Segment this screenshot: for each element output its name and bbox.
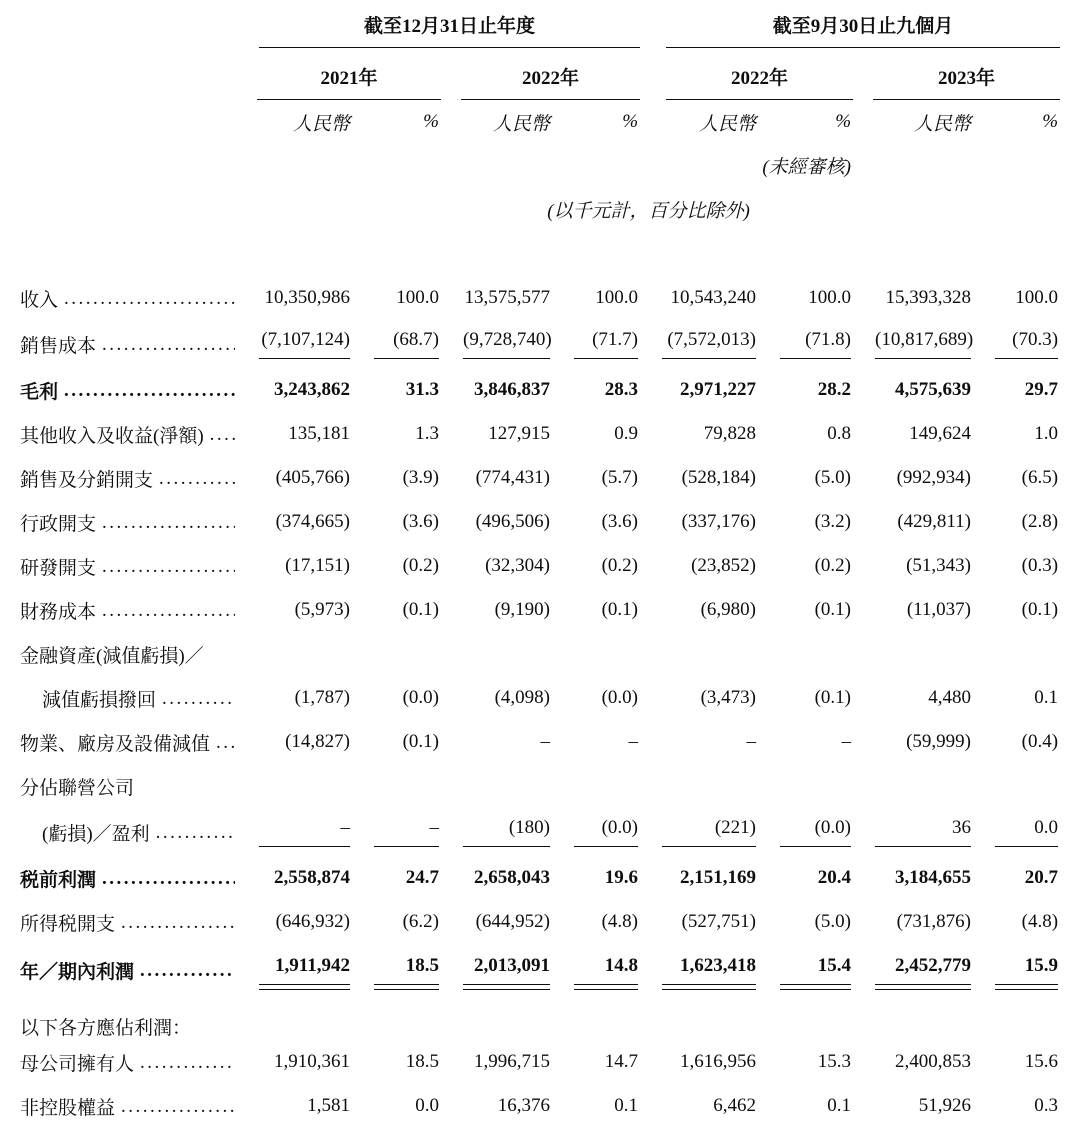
row-label-wrap bbox=[20, 465, 237, 492]
value-cell: (11,037) bbox=[906, 599, 972, 620]
dot-leader bbox=[121, 912, 235, 934]
row-label-cell bbox=[0, 720, 237, 764]
value-cell: – bbox=[628, 731, 639, 752]
value-cell: 2,658,043 bbox=[474, 867, 550, 888]
value-cell bbox=[973, 808, 1060, 856]
value-cell: (774,431) bbox=[475, 467, 550, 488]
value-cell: 0.8 bbox=[827, 423, 852, 444]
value-cell: 0.3 bbox=[1034, 1095, 1059, 1116]
table-row bbox=[0, 368, 1060, 412]
dot-leader bbox=[64, 380, 235, 402]
dot-leader bbox=[102, 556, 235, 578]
value-cell: (5.0) bbox=[814, 911, 852, 932]
value-cell: (17,151) bbox=[285, 555, 350, 576]
year-header-cell bbox=[237, 48, 441, 100]
ruled-value: (9,728,740) bbox=[463, 329, 550, 359]
table-row bbox=[0, 808, 1060, 856]
value-cell: (5,973) bbox=[294, 599, 350, 620]
row-label-wrap bbox=[20, 285, 237, 312]
table-row bbox=[0, 544, 1060, 588]
row-label-cell bbox=[0, 808, 237, 856]
row-label-wrap bbox=[20, 685, 237, 712]
value-cell: (0.3) bbox=[1021, 555, 1059, 576]
value-cell bbox=[853, 808, 973, 856]
dot-leader bbox=[156, 822, 235, 844]
period-group-label: 截至9月30日止九個月 bbox=[772, 16, 954, 37]
row-label-wrap bbox=[20, 331, 237, 358]
row-label-cell bbox=[0, 544, 237, 588]
row-label-cell bbox=[0, 764, 237, 808]
value-cell: 15,393,328 bbox=[885, 287, 972, 308]
value-cell: – bbox=[540, 731, 550, 752]
value-cell: (0.4) bbox=[1021, 731, 1059, 752]
row-label-wrap bbox=[20, 641, 237, 668]
value-cell: 100.0 bbox=[595, 287, 639, 308]
row-label-cell bbox=[0, 588, 237, 632]
value-cell bbox=[352, 808, 441, 856]
ruled-value: (0.0) bbox=[574, 817, 638, 847]
year-header-2022fy: 2022年 bbox=[461, 63, 640, 100]
table-row bbox=[0, 500, 1060, 544]
value-cell: 28.2 bbox=[817, 379, 852, 400]
value-cell bbox=[973, 320, 1060, 368]
value-cell bbox=[237, 320, 352, 368]
empty-cell bbox=[237, 144, 640, 186]
period-group-label: 截至12月31日止年度 bbox=[364, 16, 536, 37]
value-cell: (0.2) bbox=[814, 555, 852, 576]
value-cell: (0.1) bbox=[402, 731, 439, 752]
value-cell: (527,751) bbox=[681, 911, 757, 932]
dot-leader bbox=[102, 600, 235, 622]
ruled-value: (0.0) bbox=[780, 817, 851, 847]
currency-percent-header-row bbox=[0, 100, 1060, 144]
row-label: 以下各方應佔利潤： bbox=[20, 1017, 192, 1039]
row-label-cell bbox=[0, 1084, 237, 1128]
value-cell: (0.1) bbox=[1021, 599, 1059, 620]
value-cell: 0.1 bbox=[1034, 687, 1059, 708]
table-row bbox=[0, 676, 1060, 720]
dot-leader bbox=[216, 732, 235, 754]
row-label-wrap bbox=[20, 421, 237, 448]
empty-cell bbox=[853, 144, 1060, 186]
row-label: 其他收入及收益(淨額) bbox=[20, 425, 204, 447]
ruled-value: – bbox=[259, 817, 350, 847]
value-cell: 1,616,956 bbox=[680, 1051, 757, 1072]
row-label: 收入 bbox=[20, 289, 59, 311]
table-row bbox=[0, 276, 1060, 320]
currency-subheader: 人民幣 bbox=[914, 113, 972, 135]
row-label-cell bbox=[0, 996, 237, 1040]
value-cell: 135,181 bbox=[288, 423, 350, 444]
value-cell: (14,827) bbox=[285, 731, 350, 752]
table-body bbox=[0, 276, 1060, 1128]
value-cell: – bbox=[841, 731, 852, 752]
row-label: 分佔聯營公司 bbox=[20, 777, 135, 799]
ruled-value: (221) bbox=[662, 817, 756, 847]
period-group-header-row bbox=[0, 8, 1060, 48]
row-label-cell bbox=[0, 900, 237, 944]
value-cell bbox=[552, 944, 640, 996]
table-row bbox=[0, 456, 1060, 500]
value-cell: 13,575,577 bbox=[464, 287, 550, 308]
row-label-wrap bbox=[20, 909, 237, 936]
value-cell: (0.1) bbox=[814, 687, 852, 708]
year-header-2022-9m: 2022年 bbox=[666, 63, 853, 100]
value-cell: (0.1) bbox=[402, 599, 439, 620]
value-cell: 0.0 bbox=[415, 1095, 439, 1116]
table-row bbox=[0, 996, 1060, 1040]
value-cell: 15.6 bbox=[1024, 1051, 1059, 1072]
value-cell: 18.5 bbox=[405, 1051, 439, 1072]
value-cell: 10,350,986 bbox=[264, 287, 350, 308]
value-cell bbox=[441, 320, 552, 368]
row-label: 所得税開支 bbox=[20, 913, 116, 935]
ruled-value: (68.7) bbox=[374, 329, 439, 359]
value-cell bbox=[352, 320, 441, 368]
value-cell: (4,098) bbox=[494, 687, 550, 708]
row-label: 毛利 bbox=[20, 381, 59, 403]
table-row bbox=[0, 900, 1060, 944]
value-cell: 29.7 bbox=[1024, 379, 1059, 400]
double-ruled-value: 15.4 bbox=[780, 955, 851, 985]
value-cell: 3,243,862 bbox=[274, 379, 350, 400]
double-ruled-value: 2,452,779 bbox=[875, 955, 971, 985]
value-cell: 20.4 bbox=[817, 867, 852, 888]
value-cell bbox=[441, 808, 552, 856]
value-cell bbox=[552, 320, 640, 368]
year-header-row bbox=[0, 48, 1060, 100]
double-ruled-value: 18.5 bbox=[374, 955, 439, 985]
empty-cell bbox=[0, 144, 237, 186]
value-cell: (0.0) bbox=[601, 687, 639, 708]
value-cell: – bbox=[746, 731, 757, 752]
value-cell: (0.1) bbox=[814, 599, 852, 620]
value-cell: (405,766) bbox=[275, 467, 350, 488]
value-cell: 0.9 bbox=[614, 423, 639, 444]
value-cell bbox=[758, 944, 853, 996]
value-cell: (374,665) bbox=[275, 511, 350, 532]
empty-cell bbox=[0, 100, 237, 144]
year-header-cell bbox=[640, 48, 853, 100]
value-cell bbox=[552, 808, 640, 856]
row-label-cell bbox=[0, 320, 237, 368]
value-cell: (3,473) bbox=[700, 687, 757, 708]
value-cell bbox=[640, 320, 758, 368]
value-cell: 6,462 bbox=[713, 1095, 757, 1116]
value-cell: (496,506) bbox=[475, 511, 550, 532]
row-label-wrap bbox=[20, 553, 237, 580]
value-cell: 14.7 bbox=[604, 1051, 639, 1072]
table-row bbox=[0, 944, 1060, 996]
value-cell: (3.6) bbox=[601, 511, 639, 532]
value-cell: 1,581 bbox=[307, 1095, 350, 1116]
value-cell: (3.9) bbox=[402, 467, 439, 488]
value-cell: (4.8) bbox=[1021, 911, 1059, 932]
row-label-cell bbox=[0, 276, 237, 320]
row-label-cell bbox=[0, 1040, 237, 1084]
value-cell: (9,190) bbox=[494, 599, 550, 620]
percent-subheader: % bbox=[835, 111, 852, 132]
value-cell bbox=[237, 808, 352, 856]
table-row bbox=[0, 764, 1060, 808]
value-cell: (644,952) bbox=[475, 911, 550, 932]
value-cell: 2,151,169 bbox=[680, 867, 757, 888]
units-note: (以千元計，百分比除外) bbox=[547, 200, 750, 222]
table-row bbox=[0, 632, 1060, 676]
year-header-cell bbox=[853, 48, 1060, 100]
double-ruled-value: 1,623,418 bbox=[662, 955, 756, 985]
value-cell bbox=[758, 320, 853, 368]
value-cell: (23,852) bbox=[691, 555, 757, 576]
value-cell bbox=[853, 320, 973, 368]
row-label: 金融資產(減值虧損)／ bbox=[20, 645, 204, 667]
dot-leader bbox=[210, 424, 235, 446]
percent-subheader: % bbox=[622, 111, 639, 132]
value-cell: 149,624 bbox=[909, 423, 972, 444]
value-cell: (337,176) bbox=[681, 511, 757, 532]
percent-subheader: % bbox=[1042, 111, 1059, 132]
value-cell: (429,811) bbox=[897, 511, 972, 532]
empty-value-cell bbox=[237, 996, 1060, 1040]
table-row bbox=[0, 720, 1060, 764]
value-cell: 20.7 bbox=[1024, 867, 1059, 888]
value-cell bbox=[973, 944, 1060, 996]
value-cell bbox=[352, 944, 441, 996]
empty-value-cell bbox=[237, 632, 1060, 676]
value-cell: (59,999) bbox=[906, 731, 972, 752]
value-cell: 2,400,853 bbox=[895, 1051, 972, 1072]
table-row bbox=[0, 320, 1060, 368]
value-cell: 3,184,655 bbox=[895, 867, 972, 888]
row-label-wrap bbox=[20, 1093, 237, 1120]
table-row bbox=[0, 588, 1060, 632]
empty-cell bbox=[0, 232, 1060, 276]
row-label-wrap bbox=[20, 773, 237, 800]
row-label: 行政開支 bbox=[20, 513, 97, 535]
value-cell: (51,343) bbox=[906, 555, 972, 576]
ruled-value: – bbox=[374, 817, 439, 847]
row-label-cell bbox=[0, 856, 237, 900]
value-cell: 0.1 bbox=[827, 1095, 852, 1116]
value-cell bbox=[640, 944, 758, 996]
ruled-value: (71.7) bbox=[574, 329, 638, 359]
value-cell: 10,543,240 bbox=[670, 287, 757, 308]
row-label: 税前利潤 bbox=[20, 869, 97, 891]
dot-leader bbox=[121, 1096, 235, 1118]
value-cell: 3,846,837 bbox=[474, 379, 550, 400]
row-label: 母公司擁有人 bbox=[20, 1053, 135, 1075]
dot-leader bbox=[64, 288, 235, 310]
value-cell: (0.1) bbox=[601, 599, 639, 620]
dot-leader bbox=[140, 960, 235, 982]
value-cell: (0.2) bbox=[601, 555, 639, 576]
empty-value-cell bbox=[237, 764, 1060, 808]
value-cell: (3.6) bbox=[402, 511, 439, 532]
row-label-wrap bbox=[20, 597, 237, 624]
table-row bbox=[0, 856, 1060, 900]
dot-leader bbox=[102, 334, 235, 356]
empty-cell bbox=[0, 48, 237, 100]
percent-subheader: % bbox=[423, 111, 439, 132]
period-group-cell bbox=[640, 8, 1060, 48]
value-cell: 28.3 bbox=[604, 379, 639, 400]
row-label: 年／期內利潤 bbox=[20, 961, 135, 983]
row-label: 物業、廠房及設備減值 bbox=[20, 733, 211, 755]
row-label: 銷售成本 bbox=[20, 335, 97, 357]
period-group-cell bbox=[237, 8, 640, 48]
row-label: 銷售及分銷開支 bbox=[20, 469, 154, 491]
value-cell: 4,575,639 bbox=[895, 379, 972, 400]
row-label-cell bbox=[0, 412, 237, 456]
value-cell: (4.8) bbox=[601, 911, 639, 932]
row-label: (虧損)／盈利 bbox=[42, 823, 150, 845]
table-row bbox=[0, 412, 1060, 456]
double-ruled-value: 1,911,942 bbox=[259, 955, 350, 985]
value-cell: 19.6 bbox=[604, 867, 639, 888]
ruled-value: (10,817,689) bbox=[875, 329, 971, 359]
value-cell: (5.7) bbox=[601, 467, 639, 488]
value-cell: 100.0 bbox=[808, 287, 852, 308]
value-cell: (5.0) bbox=[814, 467, 852, 488]
value-cell: (6.2) bbox=[402, 911, 439, 932]
ruled-value: (71.8) bbox=[780, 329, 851, 359]
value-cell: (2.8) bbox=[1021, 511, 1059, 532]
value-cell bbox=[853, 944, 973, 996]
ruled-value: (180) bbox=[463, 817, 550, 847]
row-label-wrap bbox=[20, 1049, 237, 1076]
year-header-2023-9m: 2023年 bbox=[873, 63, 1060, 100]
ruled-value: (7,107,124) bbox=[259, 329, 350, 359]
dot-leader bbox=[102, 868, 235, 890]
currency-subheader: 人民幣 bbox=[699, 113, 757, 135]
value-cell: (3.2) bbox=[814, 511, 852, 532]
row-label: 減值虧損撥回 bbox=[42, 689, 157, 711]
value-cell: 16,376 bbox=[497, 1095, 550, 1116]
row-label: 研發開支 bbox=[20, 557, 97, 579]
value-cell: (731,876) bbox=[896, 911, 972, 932]
currency-subheader: 人民幣 bbox=[292, 113, 350, 135]
row-label-wrap bbox=[20, 819, 237, 846]
ruled-value: (70.3) bbox=[995, 329, 1058, 359]
value-cell bbox=[640, 808, 758, 856]
dot-leader bbox=[140, 1052, 235, 1074]
row-label-cell bbox=[0, 632, 237, 676]
row-label-cell bbox=[0, 944, 237, 996]
income-statement-table bbox=[0, 8, 1060, 1128]
value-cell: 1,910,361 bbox=[274, 1051, 350, 1072]
value-cell: 127,915 bbox=[488, 423, 550, 444]
value-cell: 79,828 bbox=[703, 423, 757, 444]
value-cell: (6,980) bbox=[700, 599, 757, 620]
year-header-2021: 2021年 bbox=[257, 63, 441, 100]
value-cell: 24.7 bbox=[405, 867, 439, 888]
value-cell: (0.2) bbox=[402, 555, 439, 576]
value-cell: 2,558,874 bbox=[274, 867, 350, 888]
dot-leader bbox=[102, 512, 235, 534]
row-label-cell bbox=[0, 368, 237, 412]
row-label-cell bbox=[0, 500, 237, 544]
header-spacer-row bbox=[0, 232, 1060, 276]
row-label: 非控股權益 bbox=[20, 1097, 116, 1119]
value-cell bbox=[441, 944, 552, 996]
value-cell: (6.5) bbox=[1021, 467, 1059, 488]
value-cell: (528,184) bbox=[681, 467, 757, 488]
value-cell: 1.0 bbox=[1034, 423, 1059, 444]
table-row bbox=[0, 1084, 1060, 1128]
ruled-value: (7,572,013) bbox=[662, 329, 756, 359]
period-group-9m bbox=[666, 11, 1060, 48]
row-label-wrap bbox=[20, 729, 237, 756]
value-cell: (992,934) bbox=[896, 467, 972, 488]
double-ruled-value: 2,013,091 bbox=[463, 955, 550, 985]
dot-leader bbox=[159, 468, 235, 490]
value-cell: 4,480 bbox=[928, 687, 972, 708]
empty-corner-cell bbox=[0, 8, 237, 48]
unaudited-note: (未經審核) bbox=[762, 156, 852, 178]
row-label-cell bbox=[0, 676, 237, 720]
ruled-value: 0.0 bbox=[995, 817, 1058, 847]
value-cell: 1.3 bbox=[415, 423, 439, 444]
value-cell: 100.0 bbox=[1015, 287, 1059, 308]
value-cell: (646,932) bbox=[275, 911, 350, 932]
ruled-value: 36 bbox=[875, 817, 971, 847]
row-label-wrap bbox=[20, 957, 237, 984]
value-cell: 15.3 bbox=[817, 1051, 852, 1072]
value-cell: 100.0 bbox=[396, 287, 439, 308]
period-group-fy bbox=[259, 11, 640, 48]
value-cell bbox=[237, 944, 352, 996]
empty-cell bbox=[0, 186, 237, 232]
value-cell: 31.3 bbox=[405, 379, 439, 400]
row-label: 財務成本 bbox=[20, 601, 97, 623]
value-cell: 51,926 bbox=[918, 1095, 972, 1116]
value-cell: (32,304) bbox=[485, 555, 550, 576]
double-ruled-value: 14.8 bbox=[574, 955, 638, 985]
row-label-wrap bbox=[20, 377, 237, 404]
value-cell bbox=[758, 808, 853, 856]
currency-subheader: 人民幣 bbox=[492, 113, 550, 135]
row-label-wrap bbox=[20, 865, 237, 892]
value-cell: 2,971,227 bbox=[680, 379, 757, 400]
table-row bbox=[0, 1040, 1060, 1084]
year-header-cell bbox=[441, 48, 640, 100]
dot-leader bbox=[162, 688, 235, 710]
value-cell: (1,787) bbox=[294, 687, 350, 708]
row-label-wrap bbox=[20, 509, 237, 536]
unaudited-note-row bbox=[0, 144, 1060, 186]
double-ruled-value: 15.9 bbox=[995, 955, 1058, 985]
value-cell: (0.0) bbox=[402, 687, 439, 708]
row-label-wrap bbox=[20, 1013, 237, 1040]
units-note-row bbox=[0, 186, 1060, 232]
row-label-cell bbox=[0, 456, 237, 500]
value-cell: 1,996,715 bbox=[474, 1051, 550, 1072]
value-cell: 0.1 bbox=[614, 1095, 639, 1116]
